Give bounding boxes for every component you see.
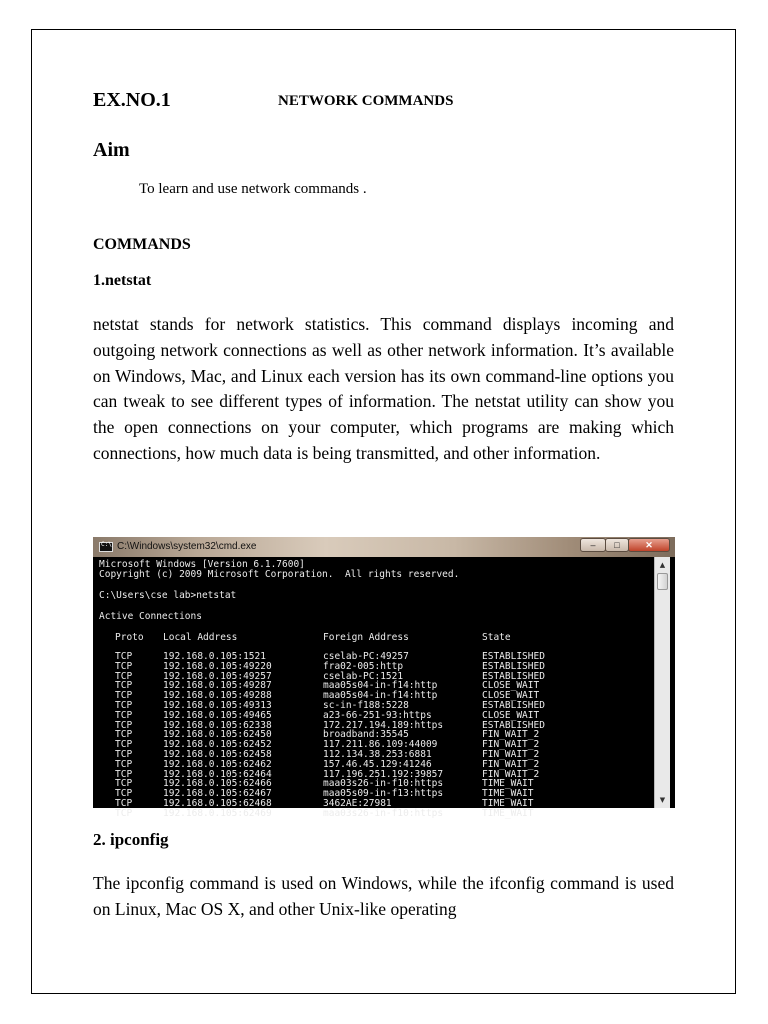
cell-local-address: 192.168.0.105:62450 xyxy=(163,729,272,741)
cell-local-address: 192.168.0.105:49288 xyxy=(163,690,272,702)
netstat-paragraph: netstat stands for network statistics. This command displays incoming and outgoing network connections as well as other network information. It’s available on Windows, Mac, and Linux each version has its own command-line options you can tweak to see different types of information. The netstat utility can show you the open connections on your computer, which programs are making which connections, how much data is being transmitted, and other information. xyxy=(93,314,674,463)
commands-heading: COMMANDS xyxy=(93,236,191,253)
close-button: ✕ xyxy=(628,538,670,552)
cell-state: FIN_WAIT_2 xyxy=(482,768,540,780)
col-proto: Proto xyxy=(115,632,144,643)
cell-proto: TCP xyxy=(115,807,133,819)
cmd-titlebar xyxy=(93,537,675,557)
cell-foreign-address: maa05s09-in-f13:https xyxy=(323,788,444,800)
cmd-version-line: Microsoft Windows [Version 6.1.7600] xyxy=(99,559,305,570)
cell-state: CLOSE_WAIT xyxy=(482,690,540,702)
ipconfig-paragraph: The ipconfig command is used on Windows, while the ifconfig command is used on Linux, Mac OS X, and other Unix-like operating xyxy=(93,873,674,919)
ipconfig-heading: 2. ipconfig xyxy=(93,830,169,849)
cell-foreign-address: broadband:35545 xyxy=(323,729,409,741)
cell-state: TIME_WAIT xyxy=(482,797,534,809)
cell-foreign-address: sc-in-f188:5228 xyxy=(323,699,409,711)
cmd-app-icon xyxy=(99,542,113,552)
netstat-heading: 1.netstat xyxy=(93,272,152,289)
cell-proto: TCP xyxy=(115,651,133,662)
cell-local-address: 192.168.0.105:62466 xyxy=(163,778,272,790)
cell-state: FIN_WAIT_2 xyxy=(482,758,540,770)
cell-state: TIME_WAIT xyxy=(482,778,534,790)
cell-state: ESTABLISHED xyxy=(482,699,545,711)
cell-state: FIN_WAIT_2 xyxy=(482,739,540,751)
minimize-button: – xyxy=(580,538,606,552)
cell-state: FIN_WAIT_2 xyxy=(482,729,540,741)
cell-state: TIME_WAIT xyxy=(482,807,534,819)
cell-local-address: 192.168.0.105:49287 xyxy=(163,680,272,692)
cell-proto: TCP xyxy=(115,690,133,702)
cell-state: ESTABLISHED xyxy=(482,670,545,682)
cell-foreign-address: maa05s04-in-f14:http xyxy=(323,680,438,692)
cell-foreign-address: 172.217.194.189:https xyxy=(323,719,444,731)
cmd-window-screenshot xyxy=(93,537,675,819)
cell-local-address: 192.168.0.105:49220 xyxy=(163,660,272,672)
cell-local-address: 192.168.0.105:62464 xyxy=(163,768,272,780)
cell-proto: TCP xyxy=(115,729,133,741)
cell-proto: TCP xyxy=(115,739,133,751)
col-local-address: Local Address xyxy=(163,632,238,643)
cell-local-address: 192.168.0.105:62469 xyxy=(163,807,272,819)
cell-foreign-address: 117.211.86.109:44009 xyxy=(323,739,438,751)
cell-foreign-address: maa03s26-in-f10:https xyxy=(323,778,444,790)
cell-local-address: 192.168.0.105:62468 xyxy=(163,797,272,809)
cell-proto: TCP xyxy=(115,758,133,770)
aim-heading: Aim xyxy=(93,139,130,161)
cell-proto: TCP xyxy=(115,719,133,731)
cell-state: ESTABLISHED xyxy=(482,719,545,731)
cell-state: CLOSE_WAIT xyxy=(482,680,540,692)
cell-local-address: 192.168.0.105:49313 xyxy=(163,699,272,711)
cell-foreign-address: fra02-005:http xyxy=(323,660,404,672)
col-state: State xyxy=(482,632,511,643)
cmd-copyright-line: Copyright (c) 2009 Microsoft Corporation. All rights reserved. xyxy=(99,569,460,580)
cell-state: FIN_WAIT_2 xyxy=(482,748,540,760)
cell-proto: TCP xyxy=(115,660,133,672)
cell-state: TIME_WAIT xyxy=(482,788,534,800)
cmd-prompt-line: C:\Users\cse lab>netstat xyxy=(99,590,237,601)
cell-proto: TCP xyxy=(115,797,133,809)
cell-state: ESTABLISHED xyxy=(482,651,545,662)
scroll-up-icon: ▲ xyxy=(659,561,666,569)
cell-state: ESTABLISHED xyxy=(482,660,545,672)
cell-local-address: 192.168.0.105:49465 xyxy=(163,709,272,721)
cell-foreign-address: 157.46.45.129:41246 xyxy=(323,758,432,770)
cell-foreign-address: maa03s26-in-f10:https xyxy=(323,807,444,819)
cell-proto: TCP xyxy=(115,778,133,790)
cell-proto: TCP xyxy=(115,788,133,800)
cell-foreign-address: 3462AE:27981 xyxy=(323,797,392,809)
cell-local-address: 192.168.0.105:49257 xyxy=(163,670,272,682)
cell-foreign-address: cselab-PC:49257 xyxy=(323,651,409,662)
col-foreign-address: Foreign Address xyxy=(323,632,409,643)
cmd-active-connections-line: Active Connections xyxy=(99,611,202,622)
page-title: NETWORK COMMANDS xyxy=(278,93,454,109)
cmd-console-output xyxy=(97,559,653,819)
cell-proto: TCP xyxy=(115,768,133,780)
scroll-thumb xyxy=(657,573,668,590)
cell-foreign-address: 112.134.38.253:6881 xyxy=(323,748,432,760)
cmd-connections-table xyxy=(97,652,653,819)
aim-text: To learn and use network commands . xyxy=(139,181,367,197)
cell-foreign-address: 117.196.251.192:39857 xyxy=(323,768,444,780)
cell-local-address: 192.168.0.105:62458 xyxy=(163,748,272,760)
table-row xyxy=(97,809,653,819)
cell-foreign-address: cselab-PC:1521 xyxy=(323,670,404,682)
cell-state: CLOSE_WAIT xyxy=(482,709,540,721)
cell-proto: TCP xyxy=(115,699,133,711)
cell-local-address: 192.168.0.105:1521 xyxy=(163,651,266,662)
cell-foreign-address: maa05s04-in-f14:http xyxy=(323,690,438,702)
cmd-scrollbar xyxy=(654,557,670,808)
cell-local-address: 192.168.0.105:62338 xyxy=(163,719,272,731)
cell-local-address: 192.168.0.105:62462 xyxy=(163,758,272,770)
cell-proto: TCP xyxy=(115,680,133,692)
cmd-table-header xyxy=(97,633,653,643)
cmd-window-title: C:\Windows\system32\cmd.exe xyxy=(117,541,257,552)
scroll-down-icon: ▼ xyxy=(659,796,666,804)
maximize-button: □ xyxy=(605,538,629,552)
exercise-number: EX.NO.1 xyxy=(93,89,171,111)
cell-proto: TCP xyxy=(115,670,133,682)
cell-proto: TCP xyxy=(115,709,133,721)
cell-proto: TCP xyxy=(115,748,133,760)
cell-local-address: 192.168.0.105:62452 xyxy=(163,739,272,751)
cell-foreign-address: a23-66-251-93:https xyxy=(323,709,432,721)
cell-local-address: 192.168.0.105:62467 xyxy=(163,788,272,800)
